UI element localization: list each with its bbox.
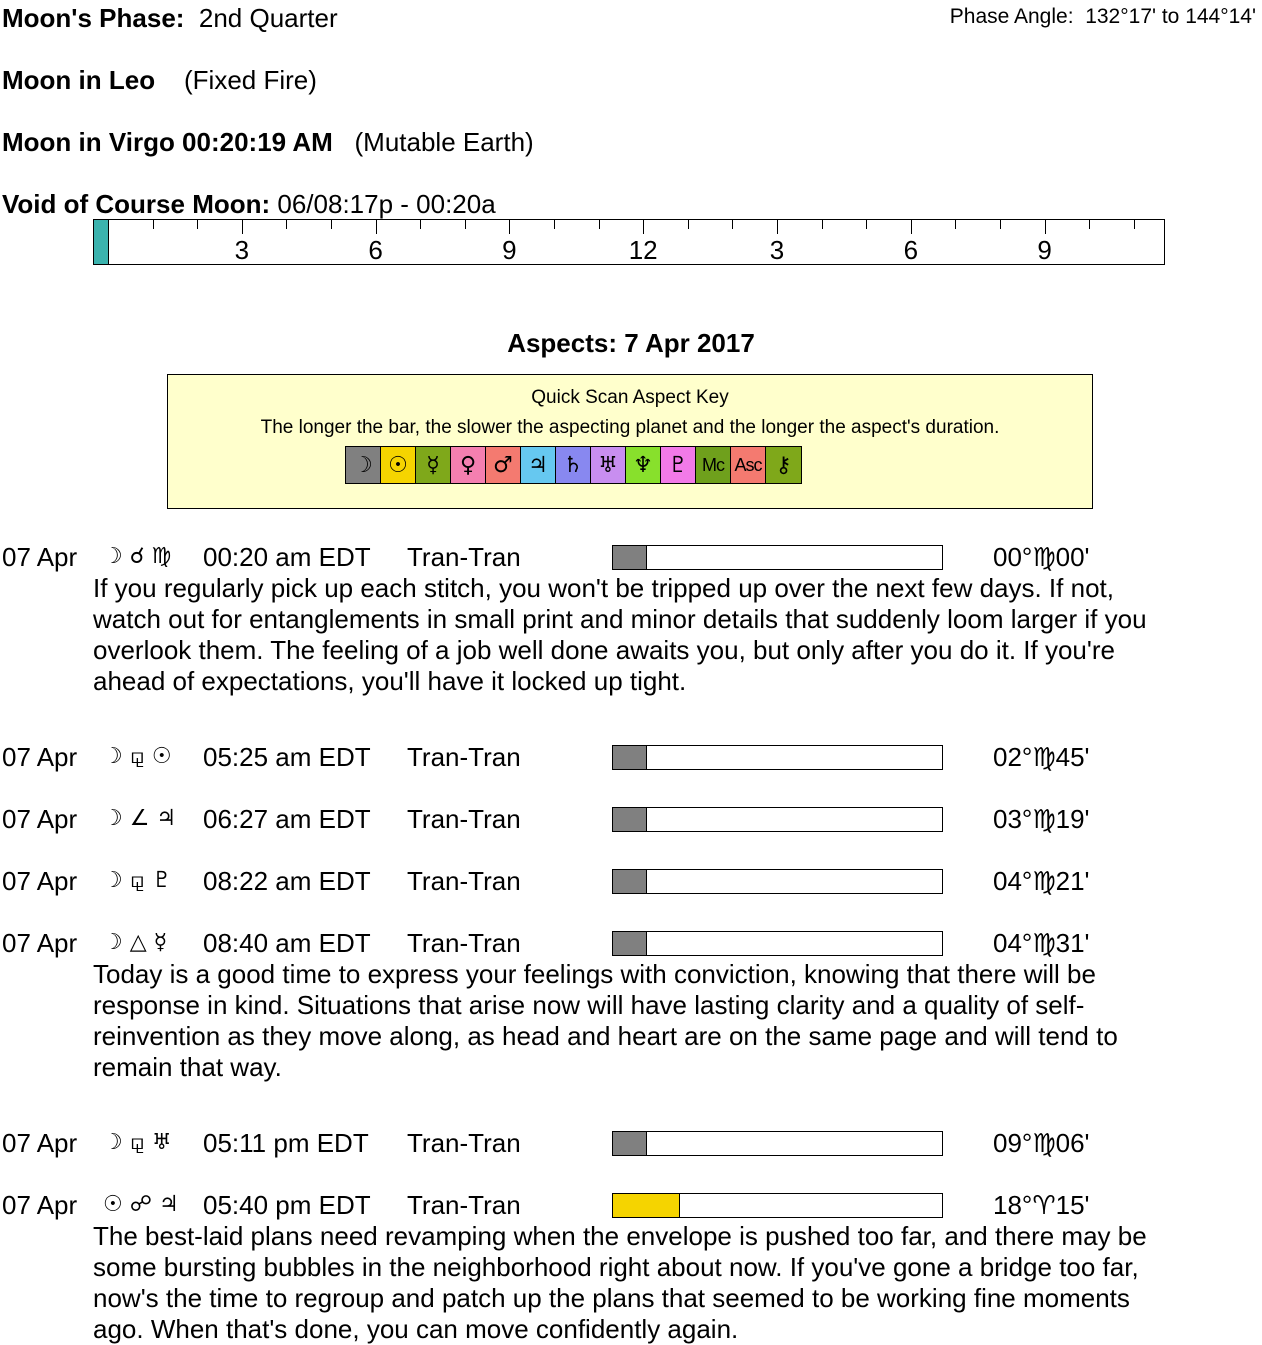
interpretation-line: remain that way. — [93, 1052, 282, 1082]
aspect-row — [0, 542, 1262, 572]
aspect-time: 05:11 pm EDT — [203, 1128, 369, 1158]
aspect-row — [0, 1190, 1262, 1220]
aspect-duration-bar — [612, 1131, 943, 1156]
key-swatch-chiron: ⚷ — [766, 447, 801, 483]
phase-angle-label: Phase Angle: — [949, 5, 1074, 28]
aspect-date: 07 Apr — [2, 866, 78, 896]
aspect-interpretation — [93, 573, 1243, 697]
aspect-key-swatches — [345, 446, 802, 484]
aspect-position: 03°♍19' — [993, 804, 1090, 834]
voc-label: Void of Course Moon: — [2, 189, 271, 219]
aspect-time: 06:27 am EDT — [203, 804, 371, 834]
interpretation-line: watch out for entanglements in small print and minor details that suddenly loom larger if you — [93, 604, 1147, 634]
timeline-tick-label: 9 — [502, 235, 517, 265]
timeline-tick — [911, 220, 912, 234]
aspect-key-title: Quick Scan Aspect Key — [531, 387, 729, 408]
interpretation-line: If you regularly pick up each stitch, you won't be tripped up over the next few days. If not, — [93, 573, 1114, 603]
timeline-tick — [732, 220, 733, 229]
aspect-row — [0, 804, 1262, 834]
timeline-tick — [376, 220, 377, 234]
timeline-tick-label: 3 — [769, 235, 785, 265]
moon-ingress-label: Moon in Virgo 00:20:19 AM — [2, 127, 333, 157]
aspect-position: 00°♍00' — [993, 542, 1090, 572]
key-swatch-moon: ☽ — [346, 447, 381, 483]
interpretation-line: response in kind. Situations that arise now will have lasting clarity and a quality of self- — [93, 990, 1085, 1020]
timeline-tick — [866, 220, 867, 229]
interpretation-line: overlook them. The feeling of a job well done awaits you, but only after you do it. If you're — [93, 635, 1115, 665]
timeline-tick — [153, 220, 154, 229]
aspect-date: 07 Apr — [2, 1190, 78, 1220]
timeline-tick-label: 6 — [368, 235, 383, 265]
aspect-duration-fill — [613, 746, 647, 769]
moon-ingress-line — [2, 127, 534, 157]
aspect-duration-bar — [612, 807, 943, 832]
timeline-tick — [465, 220, 466, 229]
aspect-time: 05:25 am EDT — [203, 742, 371, 772]
timeline-tick — [1045, 220, 1046, 234]
interpretation-line: The best-laid plans need revamping when the envelope is pushed too far, and there may be — [93, 1221, 1147, 1251]
interpretation-line: ahead of expectations, you'll have it locked up tight. — [93, 666, 687, 696]
key-swatch-midheaven: Mc — [696, 447, 731, 483]
timeline-tick — [509, 220, 510, 234]
aspect-duration-bar — [612, 1193, 943, 1218]
key-swatch-sun: ☉ — [381, 447, 416, 483]
timeline-tick — [420, 220, 421, 229]
moon-sign-line — [2, 65, 317, 95]
key-swatch-mars: ♂ — [486, 447, 521, 483]
void-of-course-timeline — [93, 219, 1165, 265]
timeline-tick-label: 3 — [234, 235, 250, 265]
aspect-position: 02°♍45' — [993, 742, 1090, 772]
moon-sign-label: Moon in Leo — [2, 65, 156, 95]
aspect-position: 09°♍06' — [993, 1128, 1090, 1158]
aspect-time: 08:22 am EDT — [203, 866, 371, 896]
key-swatch-saturn: ♄ — [556, 447, 591, 483]
aspect-type: Tran-Tran — [407, 542, 521, 572]
aspect-key-box — [167, 374, 1093, 509]
aspect-type: Tran-Tran — [407, 742, 521, 772]
aspect-duration-fill — [613, 870, 647, 893]
voc-fill — [94, 220, 109, 264]
timeline-tick — [822, 220, 823, 229]
timeline-tick — [643, 220, 644, 234]
aspect-duration-fill — [613, 808, 647, 831]
timeline-tick — [777, 220, 778, 234]
timeline-tick — [331, 220, 332, 229]
moon-ingress-quality: (Mutable Earth) — [354, 127, 534, 157]
aspect-position: 18°♈15' — [993, 1190, 1090, 1220]
voc-value: 06/08:17p - 00:20a — [277, 189, 496, 219]
aspect-duration-fill — [613, 1132, 647, 1155]
timeline-tick — [688, 220, 689, 229]
aspect-duration-bar — [612, 869, 943, 894]
timeline-tick — [1000, 220, 1001, 229]
key-swatch-uranus: ♅ — [591, 447, 626, 483]
key-swatch-ascendant: Asc — [731, 447, 766, 483]
timeline-tick-label: 6 — [903, 235, 919, 265]
aspect-key-description: The longer the bar, the slower the aspecting planet and the longer the aspect's duration. — [260, 417, 1000, 438]
timeline-tick-label: 9 — [1037, 235, 1052, 265]
interpretation-line: now's the time to regroup and patch up the plans that seemed to be working fine moments — [93, 1283, 1130, 1313]
aspect-symbols: ☽ ⚼ ♅ — [103, 1130, 172, 1155]
aspect-symbols: ☽ ∠ ♃ — [103, 806, 177, 831]
moon-phase-line — [2, 3, 338, 33]
timeline-tick — [242, 220, 243, 234]
key-swatch-pluto: ♇ — [661, 447, 696, 483]
aspect-interpretation — [93, 1221, 1243, 1345]
interpretation-line: some bursting bubbles in the neighborhood right about now. If you've gone a bridge too far, — [93, 1252, 1139, 1282]
aspect-interpretation — [93, 959, 1243, 1083]
aspect-position: 04°♍31' — [993, 928, 1090, 958]
aspect-time: 00:20 am EDT — [203, 542, 371, 572]
aspect-position: 04°♍21' — [993, 866, 1090, 896]
timeline-tick — [286, 220, 287, 229]
aspect-symbols: ☽ △ ☿ — [103, 930, 168, 955]
aspects-title: Aspects: 7 Apr 2017 — [507, 328, 755, 358]
moon-sign-quality: (Fixed Fire) — [184, 65, 317, 95]
timeline-tick — [599, 220, 600, 229]
aspect-duration-fill — [613, 546, 647, 569]
void-of-course-line — [2, 189, 496, 219]
aspect-type: Tran-Tran — [407, 866, 521, 896]
aspect-row — [0, 866, 1262, 896]
timeline-tick — [197, 220, 198, 229]
aspect-row — [0, 1128, 1262, 1158]
aspect-date: 07 Apr — [2, 742, 78, 772]
timeline-tick-label: 12 — [628, 235, 658, 265]
aspect-type: Tran-Tran — [407, 1128, 521, 1158]
aspect-type: Tran-Tran — [407, 1190, 521, 1220]
aspect-symbols: ☽ ⚼ ♇ — [103, 868, 172, 893]
aspect-time: 05:40 pm EDT — [203, 1190, 371, 1220]
moon-phase-value: 2nd Quarter — [198, 3, 338, 33]
aspect-symbols: ☽ ⚼ ☉ — [103, 744, 172, 769]
interpretation-line: ago. When that's done, you can move confidently again. — [93, 1314, 739, 1344]
aspect-type: Tran-Tran — [407, 804, 521, 834]
aspect-date: 07 Apr — [2, 804, 78, 834]
aspect-duration-bar — [612, 745, 943, 770]
timeline-tick — [1089, 220, 1090, 229]
aspect-row — [0, 928, 1262, 958]
aspect-duration-fill — [613, 932, 647, 955]
timeline-tick — [554, 220, 555, 229]
phase-angle-value: 132°17' to 144°14' — [1085, 5, 1256, 28]
aspect-date: 07 Apr — [2, 928, 78, 958]
aspect-duration-fill — [613, 1194, 680, 1217]
aspect-duration-bar — [612, 545, 943, 570]
aspect-symbols: ☽ ☌ ♍ — [103, 544, 172, 569]
key-swatch-mercury: ☿ — [416, 447, 451, 483]
aspect-date: 07 Apr — [2, 1128, 78, 1158]
aspect-date: 07 Apr — [2, 542, 78, 572]
aspect-row — [0, 742, 1262, 772]
interpretation-line: Today is a good time to express your feelings with conviction, knowing that there will be — [93, 959, 1096, 989]
key-swatch-venus: ♀ — [451, 447, 486, 483]
aspect-duration-bar — [612, 931, 943, 956]
timeline-tick — [108, 220, 109, 229]
timeline-tick — [955, 220, 956, 229]
interpretation-line: reinvention as they move along, as head and heart are on the same page and will tend to — [93, 1021, 1118, 1051]
aspect-time: 08:40 am EDT — [203, 928, 371, 958]
key-swatch-neptune: ♆ — [626, 447, 661, 483]
aspect-type: Tran-Tran — [407, 928, 521, 958]
timeline-tick — [1134, 220, 1135, 229]
key-swatch-jupiter: ♃ — [521, 447, 556, 483]
phase-angle — [950, 5, 1256, 29]
aspect-symbols: ☉ ☍ ♃ — [103, 1192, 179, 1217]
moon-phase-label: Moon's Phase: — [2, 3, 185, 33]
